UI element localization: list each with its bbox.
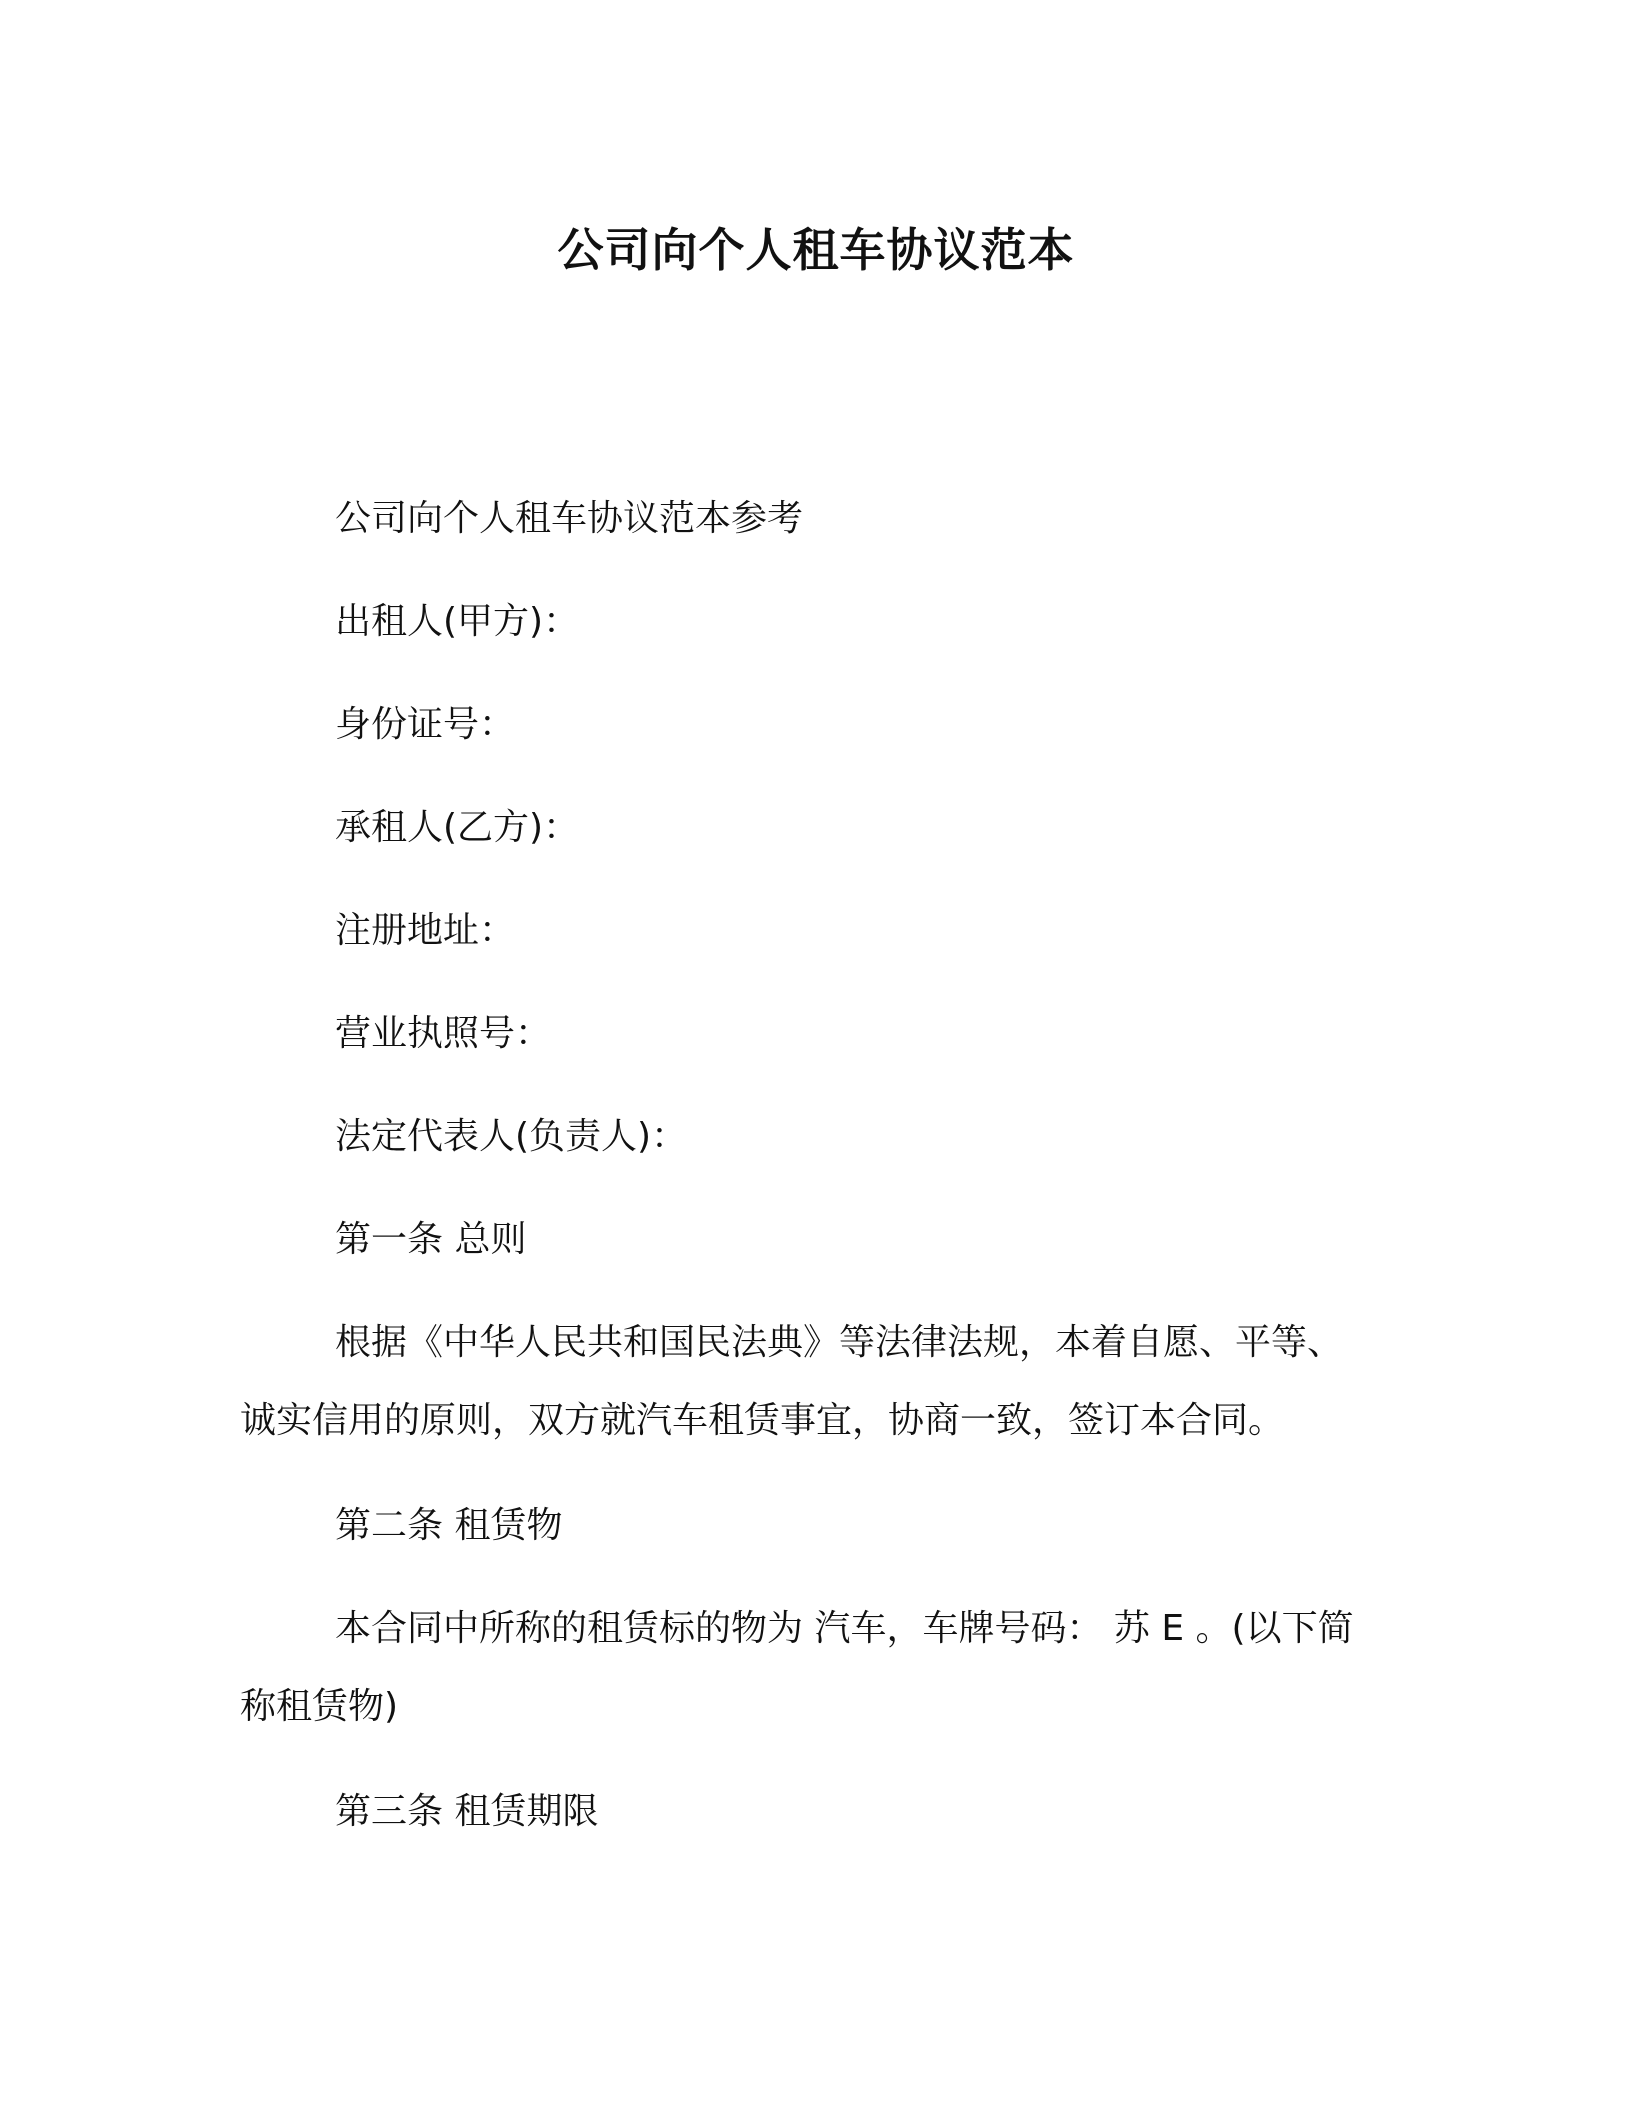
field-registered-address-label: 注册地址： (335, 910, 516, 951)
document-title: 公司向个人租车协议范本 (557, 223, 1075, 277)
field-lessor-label: 出租人(甲方)： (335, 601, 580, 642)
field-business-license (240, 995, 1370, 1073)
article1-body (240, 1304, 1370, 1460)
document-subtitle (240, 480, 1370, 558)
field-lessor (240, 583, 1370, 661)
article2-heading (240, 1487, 1370, 1565)
article1-heading-text: 第一条 总则 (335, 1219, 527, 1260)
field-business-license-label: 营业执照号： (335, 1013, 552, 1054)
field-legal-representative (240, 1098, 1370, 1176)
field-id-number (240, 686, 1370, 764)
article2-line1: 本合同中所称的租赁标的物为 汽车，车牌号码： 苏 E 。(以下简 (335, 1608, 1354, 1649)
article2-heading-text: 第二条 租赁物 (335, 1505, 563, 1546)
field-legal-representative-label: 法定代表人(负责人)： (335, 1116, 688, 1157)
field-registered-address (240, 892, 1370, 970)
article2-body (240, 1590, 1370, 1746)
article1-line1: 根据《中华人民共和国民法典》等法律法规，本着自愿、平等、 (335, 1322, 1344, 1363)
article1-heading (240, 1201, 1370, 1279)
field-lessee-label: 承租人(乙方)： (335, 807, 580, 848)
article2-line2: 称租赁物) (240, 1686, 399, 1727)
article3-heading (240, 1773, 1370, 1851)
article3-heading-text: 第三条 租赁期限 (335, 1791, 599, 1832)
field-id-number-label: 身份证号： (335, 704, 516, 745)
subtitle-text: 公司向个人租车协议范本参考 (335, 498, 804, 539)
field-lessee (240, 789, 1370, 867)
article1-line2: 诚实信用的原则，双方就汽车租赁事宜，协商一致，签订本合同。 (240, 1400, 1285, 1441)
